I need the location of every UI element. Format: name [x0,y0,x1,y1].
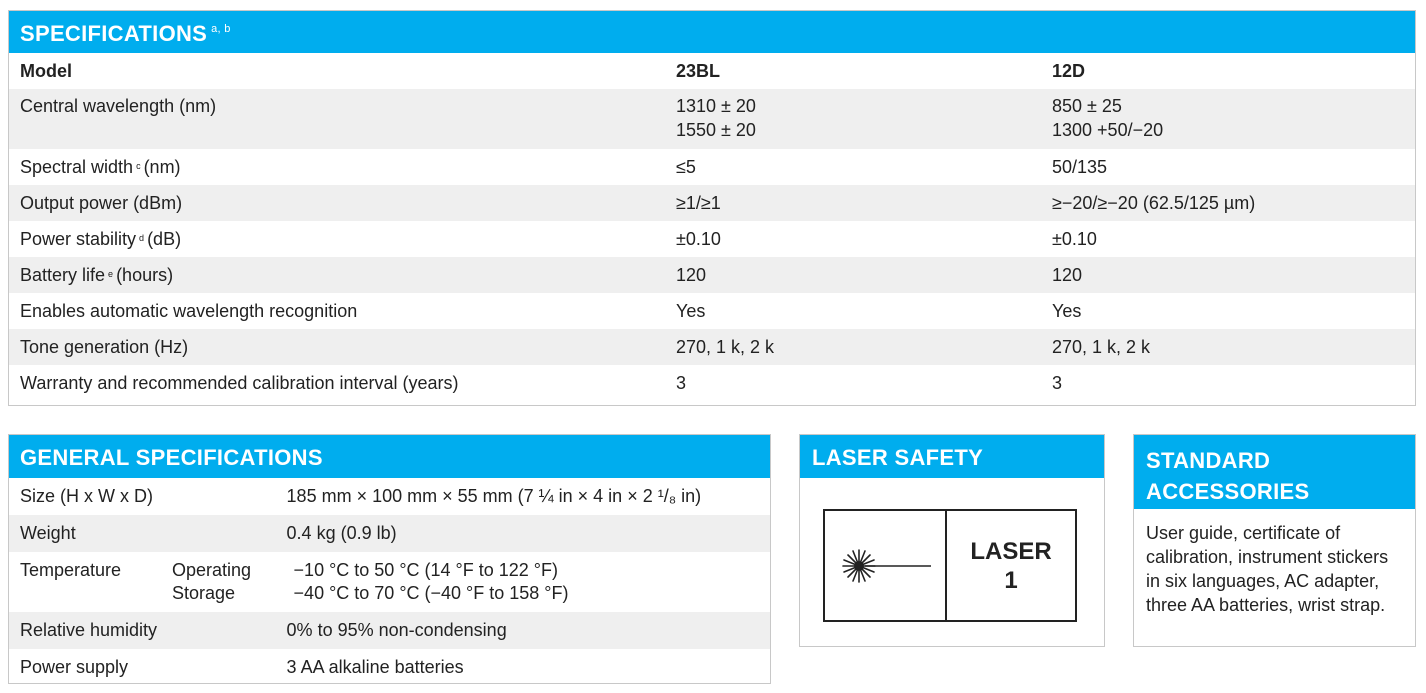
table-row [9,221,1415,257]
table-row [9,89,1415,149]
laser-starburst-icon [825,511,947,620]
value-line: 1300 +50/−20 [1052,120,1164,140]
table-row [9,649,770,686]
row-value: 3 [1052,373,1063,393]
specifications-title: SPECIFICATIONS [20,21,208,46]
row-label [9,155,665,179]
footnote-marker: e [108,269,114,279]
row-value: 120 [676,265,707,285]
laser-safety-panel [799,434,1105,647]
value-line: 850 ± 25 [1052,96,1122,116]
row-value: Yes [676,301,706,321]
temperature-label: Temperature [20,560,122,580]
specifications-header [9,11,1415,53]
accessories-title-line: ACCESSORIES [1146,479,1310,504]
row-label [9,263,665,287]
row-label [9,227,665,251]
row-label: Output power (dBm) [20,193,183,213]
column-header-23bl: 23BL [676,61,721,81]
footnote-marker: c [136,161,141,171]
table-row [9,293,1415,329]
value-line: 1550 ± 20 [676,120,756,140]
table-row [9,149,1415,185]
row-value [665,94,1041,142]
row-label: Tone generation (Hz) [20,337,189,357]
table-row [9,552,770,612]
accessories-title-line: STANDARD [1146,448,1271,473]
temperature-sublabels [172,559,251,605]
row-label-unit: (nm) [143,157,181,177]
laser-class-label [823,509,1077,622]
row-label-text: Power stability [20,229,137,249]
row-value: 270, 1 k, 2 k [1052,337,1151,357]
table-row [9,329,1415,365]
table-header-row [9,53,1415,89]
row-label-unit: (dB) [147,229,182,249]
laser-class-text [947,511,1075,620]
column-header-12d: 12D [1052,61,1086,81]
standard-accessories-panel [1133,434,1416,647]
laser-safety-header: LASER SAFETY [800,435,1104,478]
table-row [9,257,1415,293]
row-value: ±0.10 [676,229,721,249]
storage-label: Storage [172,583,236,603]
row-value: 0% to 95% non-condensing [286,620,507,640]
specifications-table [8,10,1416,406]
accessories-text: User guide, certificate of calibration, instrument stickers in six languages, AC adapter, three AA batteries, wrist strap. [1146,523,1389,615]
row-value: 270, 1 k, 2 k [676,337,775,357]
general-specifications-header: GENERAL SPECIFICATIONS [9,435,770,478]
row-value: 3 AA alkaline batteries [286,657,464,677]
standard-accessories-header [1134,435,1415,509]
row-label: Power supply [20,657,129,677]
row-value: 50/135 [1052,157,1108,177]
row-label-unit: (hours) [116,265,174,285]
operating-value: −10 °C to 50 °C (14 °F to 122 °F) [293,560,558,580]
row-label: Relative humidity [20,620,158,640]
row-value [283,559,770,605]
row-value: ≥−20/≥−20 (62.5/125 µm) [1052,193,1256,213]
row-label: Weight [20,523,76,543]
table-row [9,612,770,649]
row-value [1041,94,1415,142]
column-header-model: Model [20,61,72,81]
operating-label: Operating [172,560,252,580]
row-label: Enables automatic wavelength recognition [20,301,358,321]
general-specifications-table [8,434,771,684]
row-label: Size (H x W x D) [20,486,153,506]
specifications-footnote-markers: a, b [211,23,231,35]
row-value: ±0.10 [1052,229,1097,249]
table-row [9,478,770,515]
row-value: ≥1/≥1 [676,193,721,213]
storage-value: −40 °C to 70 °C (−40 °F to 158 °F) [293,583,569,603]
row-value: 0.4 kg (0.9 lb) [286,523,397,543]
laser-class-number: 1 [1004,566,1018,594]
row-value: 185 mm × 100 mm × 55 mm (7 ¼ in × 4 in × 2 ¹/₈ in) [286,486,702,506]
table-row [9,515,770,552]
row-label-text: Spectral width [20,157,134,177]
footnote-marker: d [139,233,145,243]
table-row [9,365,1415,401]
row-value: 3 [676,373,687,393]
row-value: Yes [1052,301,1082,321]
row-label-text: Battery life [20,265,106,285]
table-row [9,185,1415,221]
row-label: Central wavelength (nm) [20,96,217,116]
laser-word: LASER [970,537,1052,565]
row-label [9,559,283,605]
row-label: Warranty and recommended calibration interval (years) [20,373,459,393]
value-line: 1310 ± 20 [676,96,756,116]
row-value: 120 [1052,265,1083,285]
row-value: ≤5 [676,157,696,177]
